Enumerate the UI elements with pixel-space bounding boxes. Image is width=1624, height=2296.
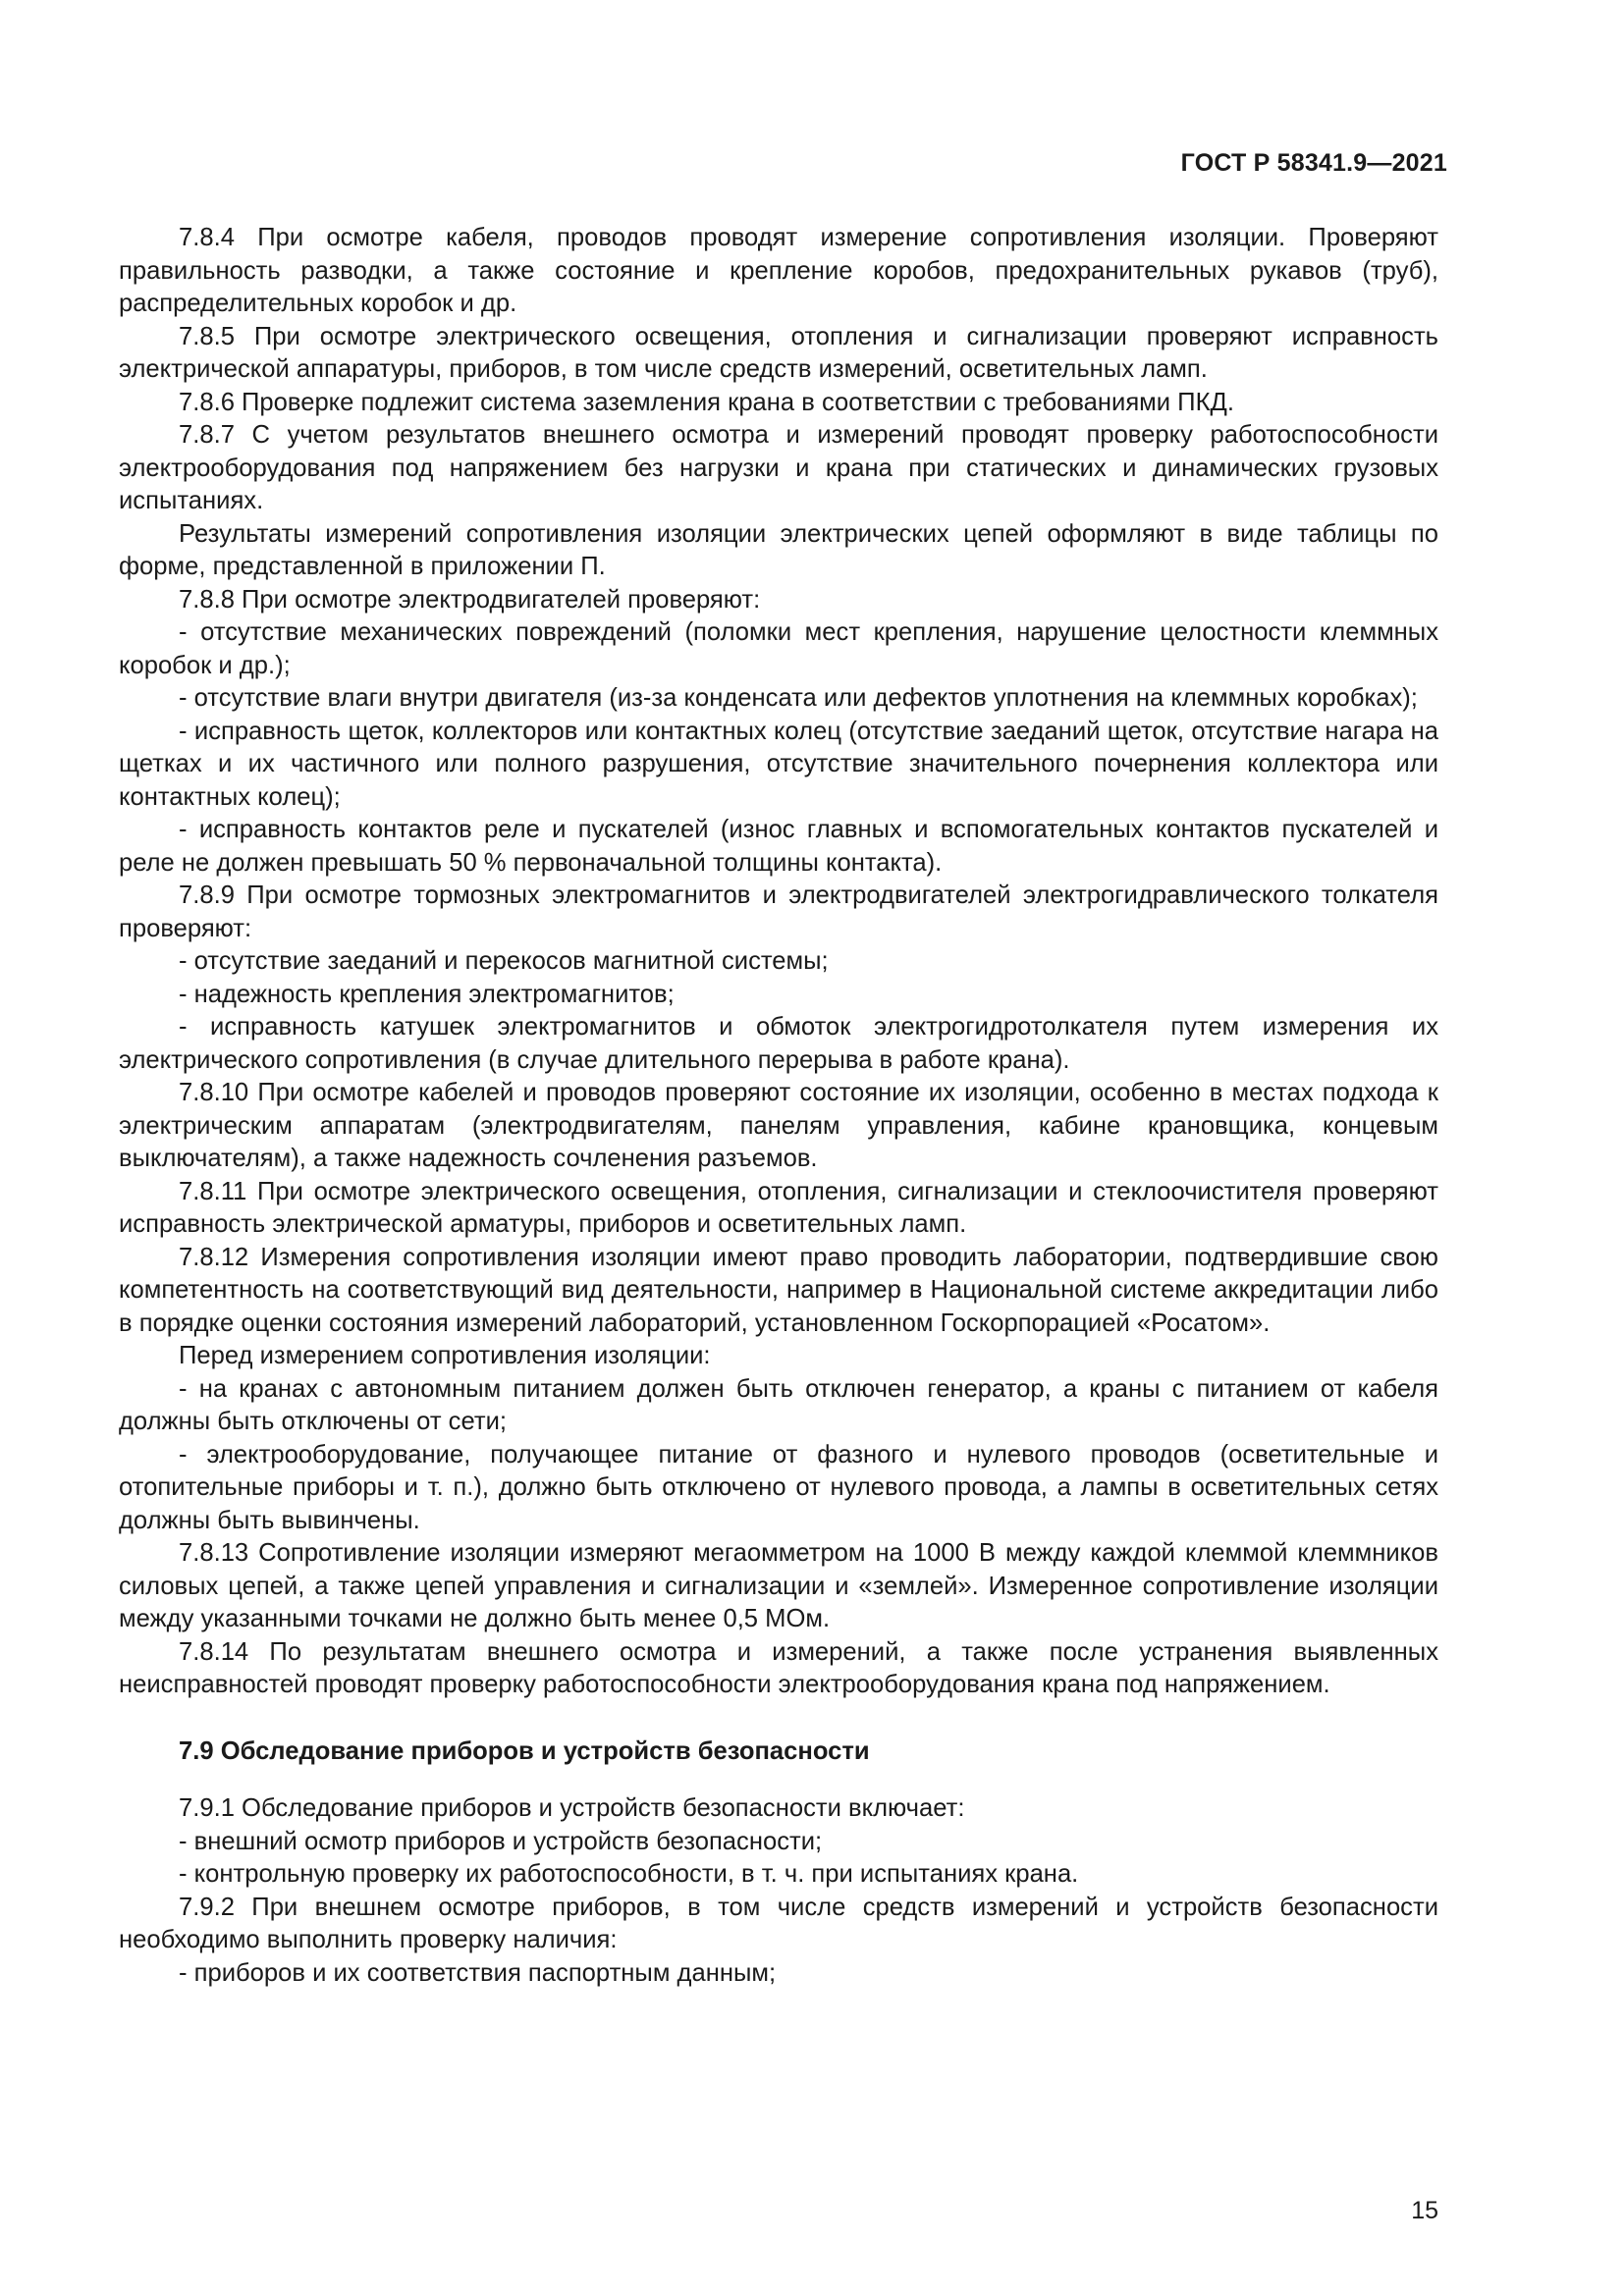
list-item: - отсутствие механических повреждений (поломки мест крепления, нарушение целостности клеммных коробок и др.); [119,618,1438,679]
document-header: ГОСТ Р 58341.9—2021 [1180,149,1447,177]
paragraph-7-8-4: 7.8.4 При осмотре кабеля, проводов проводят измерение сопротивления изоляции. Проверяют правильность разводки, а также состояние и крепление коробов, предохранительных рукавов (труб), распределительных коробок и др. [119,224,1438,317]
list-item: - исправность щеток, коллекторов или контактных колец (отсутствие заеданий щеток, отсутствие нагара на щетках и их частичного или полного разрушения, отсутствие значительного почернения коллектора или контактных колец); [119,717,1438,811]
list-item: - контрольную проверку их работоспособности, в т. ч. при испытаниях крана. [179,1860,1079,1888]
list-item: - надежность крепления электромагнитов; [179,980,675,1008]
page-number: 15 [1411,2197,1438,2224]
page-body [119,222,1438,1990]
paragraph-7-8-8: 7.8.8 При осмотре электродвигателей проверяют: [179,585,761,614]
paragraph-7-8-9: 7.8.9 При осмотре тормозных электромагнитов и электродвигателей электрогидравлического толкателя проверяют: [119,881,1438,942]
paragraph-7-8-7: 7.8.7 С учетом результатов внешнего осмотра и измерений проводят проверку работоспособности электрооборудования под напряжением без нагрузки и крана при статических и динамических грузовых испытаниях. [119,421,1438,514]
paragraph-7-8-6: 7.8.6 Проверке подлежит система заземления крана в соответствии с требованиями ПКД. [179,388,1234,416]
list-item: - исправность катушек электромагнитов и обмоток электрогидротолкателя путем измерения их электрического сопротивления (в случае длительного перерыва в работе крана). [119,1013,1438,1074]
paragraph-results: Результаты измерений сопротивления изоляции электрических цепей оформляют в виде таблицы по форме, представленной в приложении П. [119,519,1438,580]
paragraph-7-8-13: 7.8.13 Сопротивление изоляции измеряют мегаомметром на 1000 В между каждой клеммой клеммников силовых цепей, а также цепей управления и сигнализации и «землей». Измеренное сопротивление изоляции между указанными точками не должно быть менее 0,5 МОм. [119,1539,1438,1632]
paragraph-7-8-10: 7.8.10 При осмотре кабелей и проводов проверяют состояние их изоляции, особенно в местах подхода к электрическим аппаратам (электродвигателям, панелям управления, кабине крановщика, концевым выключателям), а также надежность сочленения разъемов. [119,1079,1438,1172]
paragraph-7-8-12: 7.8.12 Измерения сопротивления изоляции имеют право проводить лаборатории, подтвердившие свою компетентность на соответствующий вид деятельности, например в Национальной системе аккредитации либо в порядке оценки состояния измерений лабораторий, установленном Госкорпорацией «Росатом». [119,1243,1438,1337]
section-heading-7-9: 7.9 Обследование приборов и устройств безопасности [179,1736,870,1765]
list-item: - исправность контактов реле и пускателей (износ главных и вспомогательных контактов пускателей и реле не должен превышать 50 % первоначальной толщины контакта). [119,816,1438,877]
paragraph-before-measurement: Перед измерением сопротивления изоляции: [179,1342,711,1369]
list-item: - внешний осмотр приборов и устройств безопасности; [179,1827,823,1855]
paragraph-7-9-2: 7.9.2 При внешнем осмотре приборов, в том числе средств измерений и устройств безопасности необходимо выполнить проверку наличия: [119,1893,1438,1953]
paragraph-7-8-14: 7.8.14 По результатам внешнего осмотра и измерений, а также после устранения выявленных неисправностей проводят проверку работоспособности электрооборудования крана под напряжением. [119,1637,1438,1698]
list-item: - электрооборудование, получающее питание от фазного и нулевого проводов (осветительные и отопительные приборы и т. п.), должно быть отключено от нулевого провода, а лампы в осветительных сетях должны быть вывинчены. [119,1440,1438,1534]
list-item: - приборов и их соответствия паспортным данным; [179,1958,777,1987]
list-item: - отсутствие влаги внутри двигателя (из-за конденсата или дефектов уплотнения на клеммных коробках); [179,684,1418,712]
list-item: - на кранах с автономным питанием должен быть отключен генератор, а краны с питанием от кабеля должны быть отключены от сети; [119,1374,1438,1435]
paragraph-7-9-1: 7.9.1 Обследование приборов и устройств безопасности включает: [179,1794,965,1822]
paragraph-7-8-11: 7.8.11 При осмотре электрического освещения, отопления, сигнализации и стеклоочистителя проверяют исправность электрической арматуры, приборов и осветительных ламп. [119,1177,1438,1238]
list-item: - отсутствие заеданий и перекосов магнитной системы; [179,947,829,975]
paragraph-7-8-5: 7.8.5 При осмотре электрического освещения, отопления и сигнализации проверяют исправность электрической аппаратуры, приборов, в том числе средств измерений, осветительных ламп. [119,322,1438,383]
